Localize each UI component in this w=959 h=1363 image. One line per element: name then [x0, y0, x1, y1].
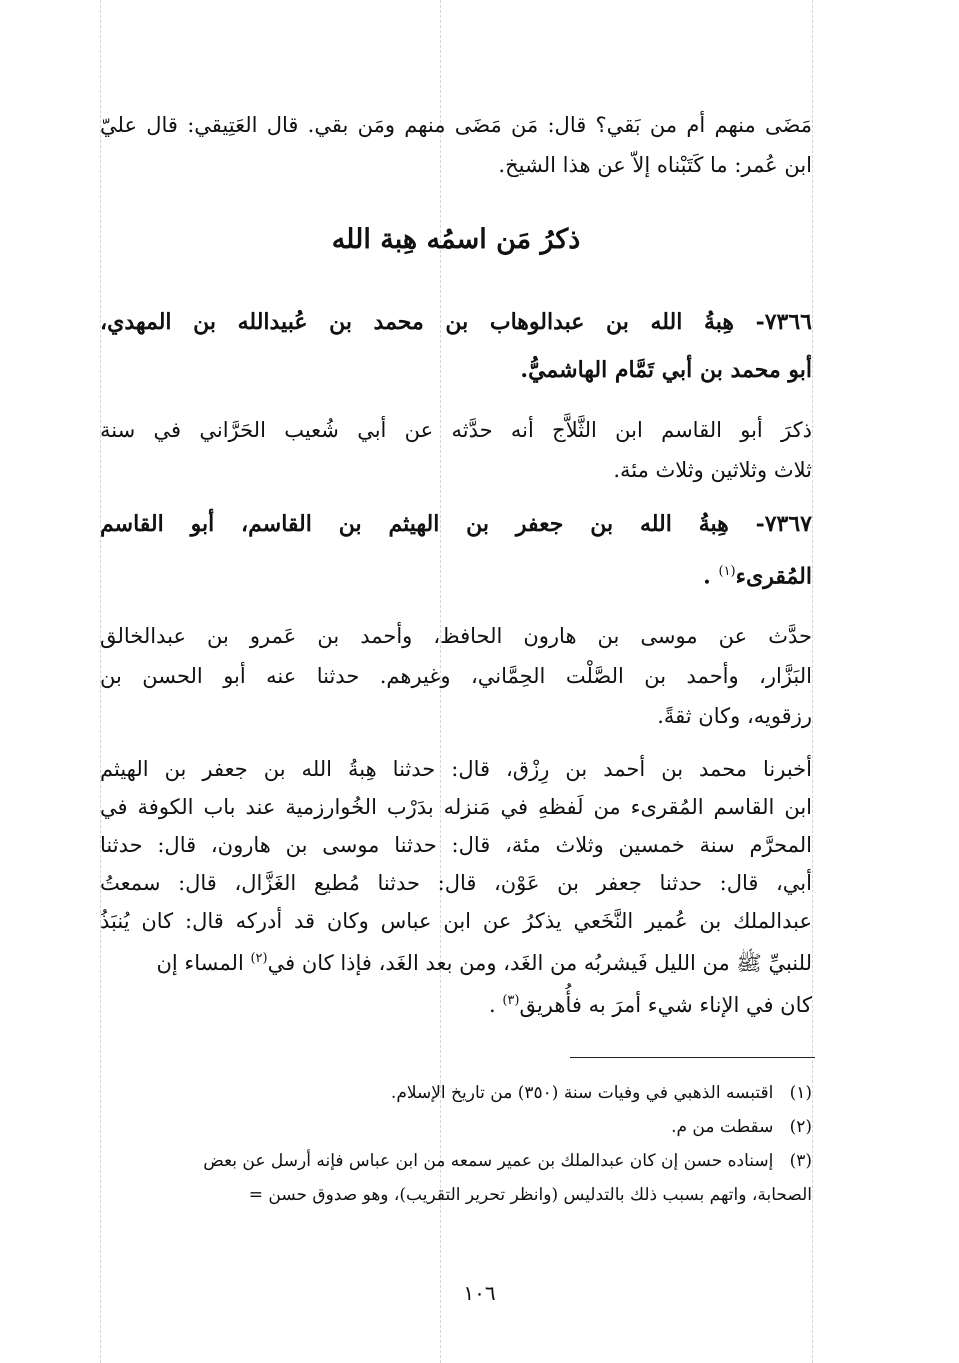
section-heading: ذكرُ مَن اسمُه هِبة الله	[331, 224, 581, 255]
text-segment: للنبيِّ ﷺ من الليل فَيشربُه من الغَد، ومن بعد الغَد، فإذا كان في	[267, 951, 812, 975]
footnote-divider	[570, 1057, 815, 1058]
text-segment: .	[488, 993, 496, 1017]
footnote-item	[100, 1076, 812, 1110]
footnotes	[100, 1076, 812, 1212]
text-line: المحرَّم سنة خمسين وثلاث مئة، قال: حدثنا موسى بن هارون، قال: حدثنا	[100, 833, 812, 857]
text-segment: المساء إن	[156, 951, 244, 975]
text-line: ثلاث وثلاثين وثلاث مئة.	[613, 458, 812, 482]
text-segment: كان في الإناء شيء أمرَ به فأُهريق	[519, 993, 812, 1017]
text-line: ذكرَ أبو القاسم ابن الثَّلاَّج أنه حدَّثه عن أبي شُعيب الحَرَّاني في سنة	[100, 418, 812, 442]
text-line: أخبرنا محمد بن أحمد بن رِزْق، قال: حدثنا هِبةُ الله بن جعفر بن الهيثم	[100, 757, 812, 781]
footnote-ref: (٣)	[502, 993, 520, 1008]
text-line: ابن عُمر: ما كَتَبْناه إلاّ عن هذا الشيخ.	[498, 153, 812, 177]
footnote-number: (٣)	[789, 1151, 812, 1171]
text-line: حدَّث عن موسى بن هارون الحافظ، وأحمد بن عَمرو بن عبدالخالق	[100, 624, 812, 648]
footnote-item	[100, 1144, 812, 1178]
text-line: رزقويه، وكان ثقةً.	[657, 704, 812, 728]
text-line	[100, 940, 812, 982]
entry-7367-title	[100, 500, 812, 600]
entry-7366-paragraph	[100, 410, 812, 490]
intro-paragraph	[100, 105, 812, 185]
entry-title-end: .	[703, 563, 711, 590]
entry-title-line: ٧٣٦٧- هِبةُ الله بن جعفر بن الهيثم بن القاسم، أبو القاسم	[100, 511, 812, 537]
footnote-text: إسناده حسن إن كان عبدالملك بن عمير سمعه من ابن عباس فإنه أرسل عن بعض	[203, 1151, 774, 1171]
hadith-paragraph	[100, 750, 812, 1024]
footnote-number: (٢)	[789, 1117, 812, 1137]
footnote-item	[100, 1110, 812, 1144]
text-line: البَزَّار، وأحمد بن الصَّلْت الحِمَّاني، وغيرهم. حدثنا عنه أبو الحسن بن	[100, 664, 812, 688]
footnote-ref: (١)	[718, 564, 736, 579]
footnote-number: (١)	[789, 1083, 812, 1103]
footnote-text: اقتبسه الذهبي في وفيات سنة (٣٥٠) من تاريخ الإسلام.	[390, 1083, 774, 1103]
entry-title-line: ٧٣٦٦- هِبةُ الله بن عبدالوهاب بن محمد بن عُبيدالله بن المهدي،	[100, 309, 812, 335]
footnote-continuation: الصحابة، واتهم بسبب ذلك بالتدليس (وانظر تحرير التقريب)، وهو صدوق حسن =	[248, 1185, 812, 1205]
entry-7367-paragraph	[100, 616, 812, 736]
entry-title-line: أبو محمد بن أبي تَمَّام الهاشميُّ.	[520, 357, 812, 383]
entry-title-line	[100, 548, 812, 600]
text-line: أبي، قال: حدثنا جعفر بن عَوْن، قال: حدثنا مُطيع الغَزَّال، قال: سمعتُ	[100, 871, 812, 895]
entry-7366-title	[100, 298, 812, 394]
text-line	[100, 982, 812, 1024]
footnote-ref: (٢)	[250, 951, 268, 966]
scan-guide-line	[812, 0, 813, 1363]
page-number: ١٠٦	[463, 1281, 496, 1305]
footnote-text: سقطت من م.	[671, 1117, 774, 1137]
text-line: عبدالملك بن عُمير النَّخَعي يذكرُ عن ابن عباس وكان قد أدركه قال: كان يُنبَذُ	[100, 909, 812, 933]
entry-title-text: المُقرىء	[735, 563, 812, 590]
text-line: ابن القاسم المُقرىء من لَفظهِ في مَنزله بدَرْب الخُوارزمية عند باب الكوفة في	[100, 795, 812, 819]
text-line: مَضَى منهم أم من بَقي؟ قال: مَن مَضَى منهم ومَن بقي. قال العَتِيقي: قال عليّ	[100, 113, 812, 137]
